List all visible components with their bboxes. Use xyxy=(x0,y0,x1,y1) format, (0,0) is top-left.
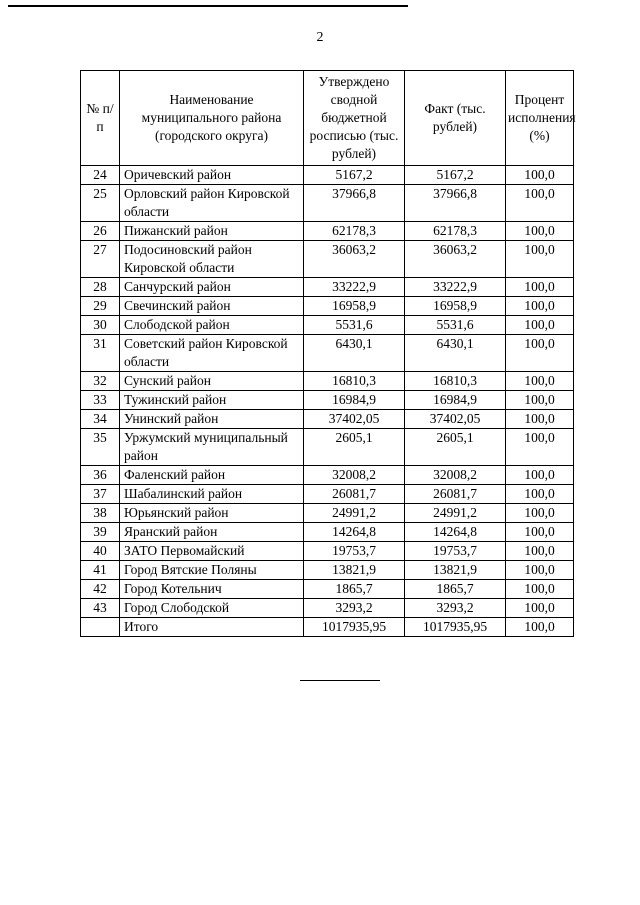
cell-number: 28 xyxy=(81,278,120,297)
budget-table xyxy=(80,70,574,637)
cell-district-name: Подосиновский район Кировской области xyxy=(120,241,304,278)
cell-number: 26 xyxy=(81,222,120,241)
cell-district-name: ЗАТО Первомайский xyxy=(120,542,304,561)
cell-approved: 1865,7 xyxy=(304,580,405,599)
cell-district-name: Слободской район xyxy=(120,316,304,335)
cell-percent: 100,0 xyxy=(506,222,574,241)
cell-district-name: Тужинский район xyxy=(120,391,304,410)
cell-number: 33 xyxy=(81,391,120,410)
cell-number: 42 xyxy=(81,580,120,599)
top-rule xyxy=(8,5,408,7)
cell-percent: 100,0 xyxy=(506,504,574,523)
cell-percent: 100,0 xyxy=(506,335,574,372)
cell-district-name: Орловский район Кировской области xyxy=(120,185,304,222)
cell-number: 30 xyxy=(81,316,120,335)
cell-number: 37 xyxy=(81,485,120,504)
cell-fact: 2605,1 xyxy=(405,429,506,466)
cell-fact: 16984,9 xyxy=(405,391,506,410)
table-row xyxy=(81,504,574,523)
header-number: № п/п xyxy=(81,71,120,166)
cell-approved: 37402,05 xyxy=(304,410,405,429)
cell-district-name: Фаленский район xyxy=(120,466,304,485)
cell-district-name: Пижанский район xyxy=(120,222,304,241)
cell-approved: 32008,2 xyxy=(304,466,405,485)
cell-number: 41 xyxy=(81,561,120,580)
cell-district-name: Юрьянский район xyxy=(120,504,304,523)
cell-district-name: Оричевский район xyxy=(120,166,304,185)
cell-approved: 16810,3 xyxy=(304,372,405,391)
cell-fact: 5167,2 xyxy=(405,166,506,185)
header-fact: Факт (тыс. рублей) xyxy=(405,71,506,166)
table-body xyxy=(81,166,574,637)
table-row xyxy=(81,335,574,372)
cell-district-name: Санчурский район xyxy=(120,278,304,297)
cell-approved: 13821,9 xyxy=(304,561,405,580)
table-row xyxy=(81,372,574,391)
cell-percent: 100,0 xyxy=(506,561,574,580)
cell-approved: 24991,2 xyxy=(304,504,405,523)
table-header-row xyxy=(81,71,574,166)
cell-percent: 100,0 xyxy=(506,599,574,618)
cell-percent: 100,0 xyxy=(506,466,574,485)
table-row xyxy=(81,485,574,504)
cell-approved: 36063,2 xyxy=(304,241,405,278)
cell-number: 36 xyxy=(81,466,120,485)
cell-percent: 100,0 xyxy=(506,185,574,222)
header-district-name: Наименование муниципального района (городского округа) xyxy=(120,71,304,166)
cell-fact: 32008,2 xyxy=(405,466,506,485)
table-row xyxy=(81,222,574,241)
cell-fact: 1017935,95 xyxy=(405,618,506,637)
cell-percent: 100,0 xyxy=(506,429,574,466)
cell-district-name: Яранский район xyxy=(120,523,304,542)
table-row xyxy=(81,297,574,316)
cell-number: 32 xyxy=(81,372,120,391)
cell-fact: 37402,05 xyxy=(405,410,506,429)
cell-district-name: Свечинский район xyxy=(120,297,304,316)
cell-percent: 100,0 xyxy=(506,542,574,561)
cell-approved: 62178,3 xyxy=(304,222,405,241)
cell-district-name: Город Вятские Поляны xyxy=(120,561,304,580)
cell-percent: 100,0 xyxy=(506,410,574,429)
table-row xyxy=(81,241,574,278)
cell-approved: 1017935,95 xyxy=(304,618,405,637)
cell-approved: 3293,2 xyxy=(304,599,405,618)
cell-number: 29 xyxy=(81,297,120,316)
cell-fact: 24991,2 xyxy=(405,504,506,523)
cell-number xyxy=(81,618,120,637)
cell-percent: 100,0 xyxy=(506,523,574,542)
cell-number: 40 xyxy=(81,542,120,561)
cell-approved: 5531,6 xyxy=(304,316,405,335)
cell-approved: 5167,2 xyxy=(304,166,405,185)
cell-percent: 100,0 xyxy=(506,391,574,410)
cell-percent: 100,0 xyxy=(506,316,574,335)
cell-percent: 100,0 xyxy=(506,485,574,504)
cell-fact: 36063,2 xyxy=(405,241,506,278)
cell-percent: 100,0 xyxy=(506,241,574,278)
cell-district-name: Город Слободской xyxy=(120,599,304,618)
table-row xyxy=(81,278,574,297)
table-row xyxy=(81,391,574,410)
cell-approved: 6430,1 xyxy=(304,335,405,372)
cell-fact: 33222,9 xyxy=(405,278,506,297)
cell-approved: 19753,7 xyxy=(304,542,405,561)
cell-number: 38 xyxy=(81,504,120,523)
cell-number: 24 xyxy=(81,166,120,185)
cell-percent: 100,0 xyxy=(506,580,574,599)
cell-district-name: Уржумский муниципальный район xyxy=(120,429,304,466)
cell-number: 31 xyxy=(81,335,120,372)
table-row xyxy=(81,166,574,185)
cell-percent: 100,0 xyxy=(506,166,574,185)
cell-approved: 16984,9 xyxy=(304,391,405,410)
table-row xyxy=(81,410,574,429)
cell-number: 25 xyxy=(81,185,120,222)
bottom-rule xyxy=(300,680,380,681)
cell-number: 35 xyxy=(81,429,120,466)
cell-fact: 3293,2 xyxy=(405,599,506,618)
table-total-row xyxy=(81,618,574,637)
cell-approved: 16958,9 xyxy=(304,297,405,316)
cell-percent: 100,0 xyxy=(506,618,574,637)
table-row xyxy=(81,561,574,580)
cell-district-name: Советский район Кировской области xyxy=(120,335,304,372)
cell-number: 27 xyxy=(81,241,120,278)
table-row xyxy=(81,580,574,599)
header-approved: Утверждено сводной бюджетной росписью (тыс. рублей) xyxy=(304,71,405,166)
cell-district-name: Город Котельнич xyxy=(120,580,304,599)
cell-approved: 37966,8 xyxy=(304,185,405,222)
table-row xyxy=(81,185,574,222)
cell-number: 34 xyxy=(81,410,120,429)
cell-fact: 16958,9 xyxy=(405,297,506,316)
cell-number: 43 xyxy=(81,599,120,618)
cell-fact: 62178,3 xyxy=(405,222,506,241)
cell-district-name: Сунский район xyxy=(120,372,304,391)
table-row xyxy=(81,429,574,466)
cell-fact: 13821,9 xyxy=(405,561,506,580)
table-row xyxy=(81,466,574,485)
cell-approved: 26081,7 xyxy=(304,485,405,504)
cell-approved: 14264,8 xyxy=(304,523,405,542)
cell-fact: 5531,6 xyxy=(405,316,506,335)
cell-district-name: Шабалинский район xyxy=(120,485,304,504)
table-row xyxy=(81,316,574,335)
cell-approved: 33222,9 xyxy=(304,278,405,297)
cell-fact: 1865,7 xyxy=(405,580,506,599)
page-number: 2 xyxy=(316,30,324,45)
cell-percent: 100,0 xyxy=(506,278,574,297)
table-row xyxy=(81,599,574,618)
table-row xyxy=(81,523,574,542)
cell-fact: 16810,3 xyxy=(405,372,506,391)
cell-district-name: Итого xyxy=(120,618,304,637)
cell-fact: 37966,8 xyxy=(405,185,506,222)
header-percent: Процент исполнения (%) xyxy=(506,71,574,166)
cell-fact: 14264,8 xyxy=(405,523,506,542)
cell-percent: 100,0 xyxy=(506,372,574,391)
cell-fact: 19753,7 xyxy=(405,542,506,561)
cell-approved: 2605,1 xyxy=(304,429,405,466)
cell-number: 39 xyxy=(81,523,120,542)
cell-percent: 100,0 xyxy=(506,297,574,316)
table-row xyxy=(81,542,574,561)
cell-fact: 6430,1 xyxy=(405,335,506,372)
cell-fact: 26081,7 xyxy=(405,485,506,504)
cell-district-name: Унинский район xyxy=(120,410,304,429)
